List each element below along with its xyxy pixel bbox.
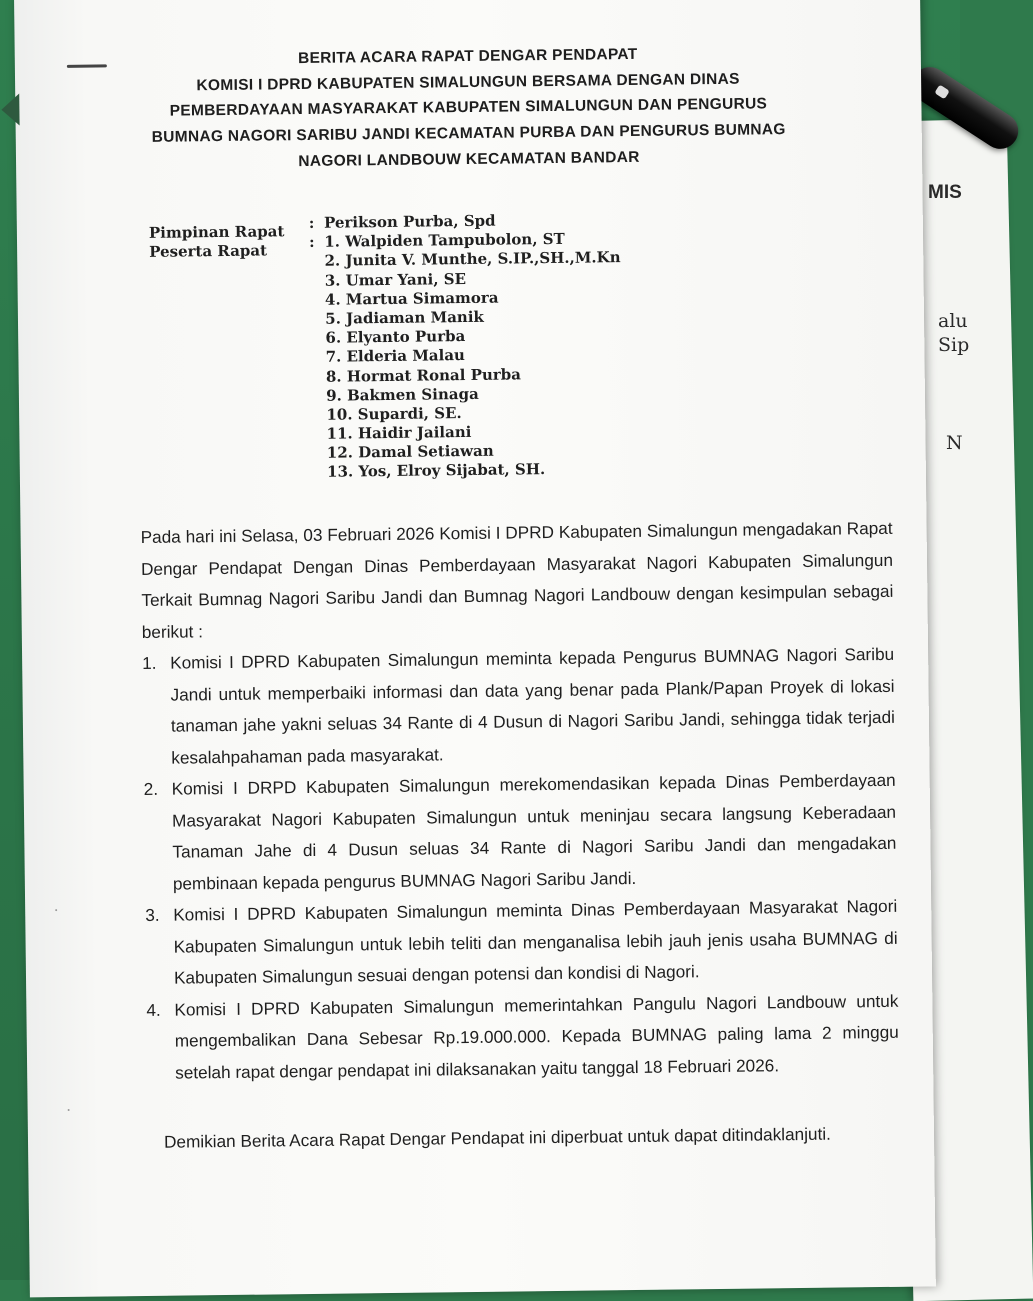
heading-line: BUMNAG NAGORI SARIBU JANDI KECAMATAN PURBA DAN PENGURUS BUMNAG — [151, 121, 786, 146]
document-heading — [15, 38, 923, 177]
closing-statement: Demikian Berita Acara Rapat Dengar Pendapat ini diperbuat untuk dapat ditindaklanjuti. — [163, 1123, 832, 1152]
conclusion-item — [142, 639, 895, 774]
conclusions-list — [142, 639, 899, 1089]
participant-name: 1. Walpiden Tampubolon, ST — [324, 230, 565, 251]
participant-row — [312, 460, 624, 483]
document-page — [14, 0, 936, 1297]
conclusion-item — [144, 765, 897, 900]
participant-name: 3. Umar Yani, SE — [324, 269, 467, 290]
paper-speck — [68, 1109, 70, 1111]
participant-name: 10. Supardi, SE. — [326, 403, 462, 424]
paper-speck — [55, 909, 57, 911]
conclusion-number: 1. — [142, 652, 157, 674]
chair-label: Pimpinan Rapat — [148, 222, 285, 242]
underlying-fragment: alu — [938, 310, 968, 332]
participant-name: 9. Bakmen Sinaga — [326, 384, 479, 405]
participant-name: 13. Yos, Elroy Sijabat, SH. — [326, 460, 546, 482]
conclusion-text: Komisi I DRPD Kabupaten Simalungun merekomendasikan kepada Dinas Pemberdayaan Masyarakat Nagori Kabupaten Simalungun untuk meninjau secara langsung Keberadaan Tanaman Jahe di 4 Dusun seluas 34 Rante di Nagori Saribu Jandi dan mengadakan pembinaan kepada pengurus BUMNAG Nagori Saribu Jandi. — [171, 769, 897, 894]
conclusion-item — [146, 985, 899, 1089]
chair-value: Perikson Purba, Spd — [323, 211, 496, 232]
conclusion-text: Komisi I DPRD Kabupaten Simalungun memerintahkan Pangulu Nagori Landbouw untuk mengembalikan Dana Sebesar Rp.19.000.000. Kepada BUMNAG paling lama 2 minggu setelah rapat dengar pendapat ini dilaksanakan yaitu tanggal 18 Februari 2026. — [174, 990, 899, 1083]
underlying-fragment: N — [946, 432, 963, 454]
chair-row: : Perikson Purba, Spd — [308, 211, 496, 232]
underlying-fragment: Sip — [938, 334, 970, 356]
participant-row — [309, 249, 621, 272]
participants-label: Peserta Rapat — [149, 241, 268, 261]
conclusion-number: 3. — [145, 904, 160, 925]
conclusion-text: Komisi I DPRD Kabupaten Simalungun meminta kepada Pengurus BUMNAG Nagori Saribu Jandi untuk memperbaiki informasi dan data yang benar pada Plank/Papan Proyek di lokasi tanaman jahe yakni seluas 34 Rante di 4 Dusun di Nagori Saribu Jandi, sehingga tidak terjadi kesalahpahaman pada masyarakat. — [170, 643, 896, 768]
intro-paragraph: Pada hari ini Selasa, 03 Februari 2026 Komisi I DPRD Kabupaten Simalungun mengadakan Rapat Dengar Pendapat Dengan Dinas Pemberdayaan Masyarakat Nagori Kabupaten Simalungun Terkait Bumnag Nagori Saribu Jandi dan Bumnag Nagori Landbouw dengan kesimpulan sebagai berikut : — [140, 517, 894, 642]
conclusion-number: 4. — [146, 999, 161, 1020]
participant-name: 12. Damal Setiawan — [326, 441, 494, 462]
heading-line: BERITA ACARA RAPAT DENGAR PENDAPAT — [297, 45, 638, 68]
conclusion-text: Komisi I DPRD Kabupaten Simalungun meminta Dinas Pemberdayaan Masyarakat Nagori Kabupaten Simalungun untuk lebih teliti dan menganalisa lebih jauh jenis usaha BUMNAG di Kabupaten Simalungun sesuai dengan potensi dan kondisi di Nagori. — [173, 895, 898, 988]
participant-name: 4. Martua Simamora — [324, 288, 499, 309]
document-body — [140, 513, 899, 1089]
meeting-meta-values — [309, 210, 624, 482]
participant-name: 2. Junita V. Munthe, S.IP.,SH.,M.Kn — [324, 248, 621, 271]
participant-name: 6. Elyanto Purba — [325, 327, 466, 347]
heading-line: KOMISI I DPRD KABUPATEN SIMALUNGUN BERSAMA DENGAN DINAS — [196, 70, 740, 94]
participant-name: 11. Haidir Jailani — [326, 423, 472, 443]
participant-name: 8. Hormat Ronal Purba — [325, 364, 522, 386]
meeting-meta-labels — [149, 222, 285, 262]
participant-row: : 1. Walpiden Tampubolon, ST — [308, 230, 565, 252]
conclusion-item — [145, 891, 898, 995]
participant-name: 5. Jadiaman Manik — [325, 307, 484, 328]
participant-name: 7. Elderia Malau — [325, 346, 466, 367]
conclusion-number: 2. — [143, 778, 159, 800]
underlying-fragment: MIS — [928, 182, 962, 203]
heading-line: PEMBERDAYAAN MASYARAKAT KABUPATEN SIMALUNGUN DAN PENGURUS — [169, 95, 768, 121]
heading-line: NAGORI LANDBOUW KECAMATAN BANDAR — [298, 148, 640, 170]
